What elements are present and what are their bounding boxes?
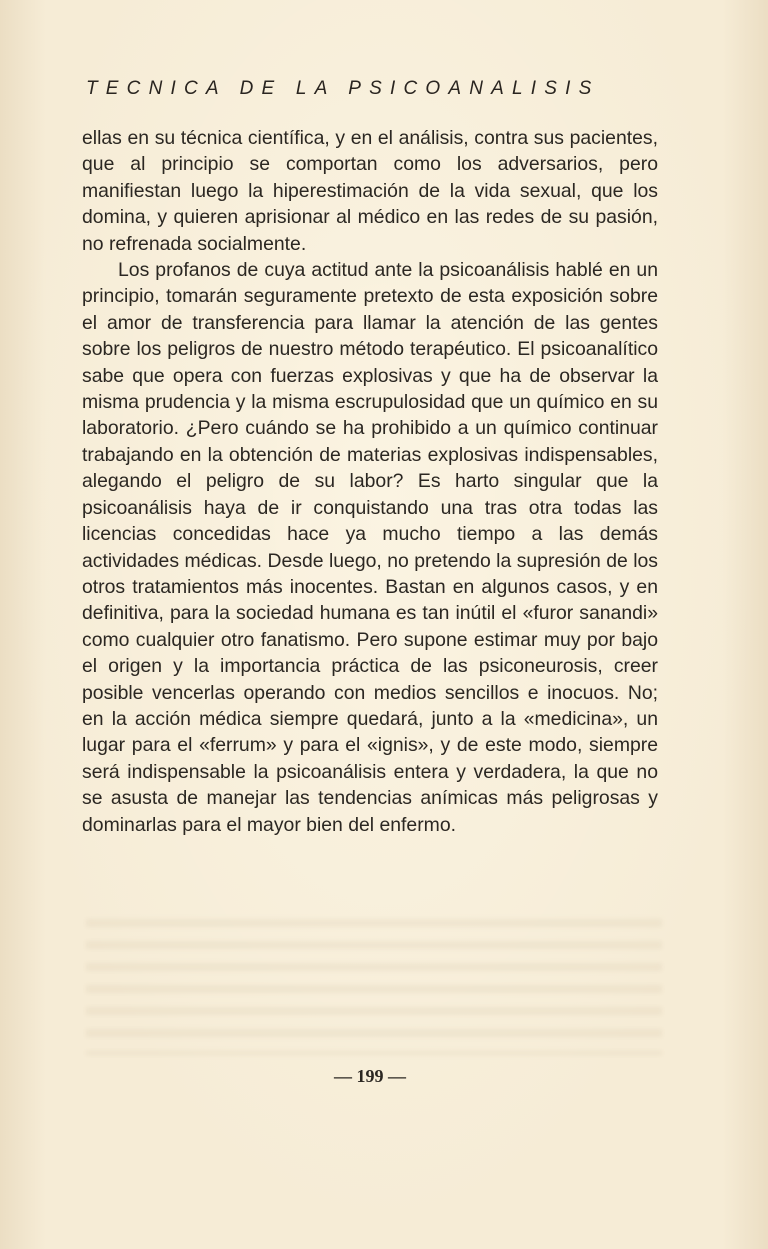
paragraph-2: Los profanos de cuya actitud ante la psicoanálisis hablé en un principio, tomarán seguramente pretexto de esta exposición sobre el amor de transferencia para llamar la atención de las gentes sobre los peligros de nuestro método terapéutico. El psicoanalítico sabe que opera con fuerzas explosivas y que ha de observar la misma prudencia y la misma escrupulosidad que un químico en su laboratorio. ¿Pero cuándo se ha prohibido a un químico continuar trabajando en la obtención de materias explosivas indispensables, alegando el peligro de su labor? Es harto singular que la psicoanálisis haya de ir conquistando una tras otra todas las licencias concedidas hace ya mucho tiempo a las demás actividades médicas. Desde luego, no pretendo la supresión de los otros tratamientos más inocentes. Bastan en algunos casos, y en definitiva, para la sociedad humana es tan inútil el «furor sanandi» como cualquier otro fanatismo. Pero supone estimar muy por bajo el origen y la importancia práctica de las psiconeurosis, creer posible vencerlas operando con medios sencillos e inocuos. No; en la acción médica siempre quedará, junto a la «medicina», un lugar para el «ferrum» y para el «ignis», y de este modo, siempre será indispensable la psicoanálisis entera y verdadera, la que no se asusta de manejar las tendencias anímicas más peligrosas y dominarlas para el mayor bien del enfermo. [82, 259, 658, 836]
running-head: TECNICA DE LA PSICOANALISIS [86, 78, 600, 99]
bleed-through-shadow [86, 905, 662, 1055]
page-number: — 199 — [334, 1066, 406, 1086]
body-text [82, 125, 658, 838]
paragraph-1: ellas en su técnica científica, y en el análisis, contra sus pacientes, que al principio se comportan como los adversarios, pero manifiestan luego la hiperestimación de la vida sexual, que los domina, y quieren aprisionar al médico en las redes de su pasión, no refrenada socialmente. [82, 127, 658, 255]
